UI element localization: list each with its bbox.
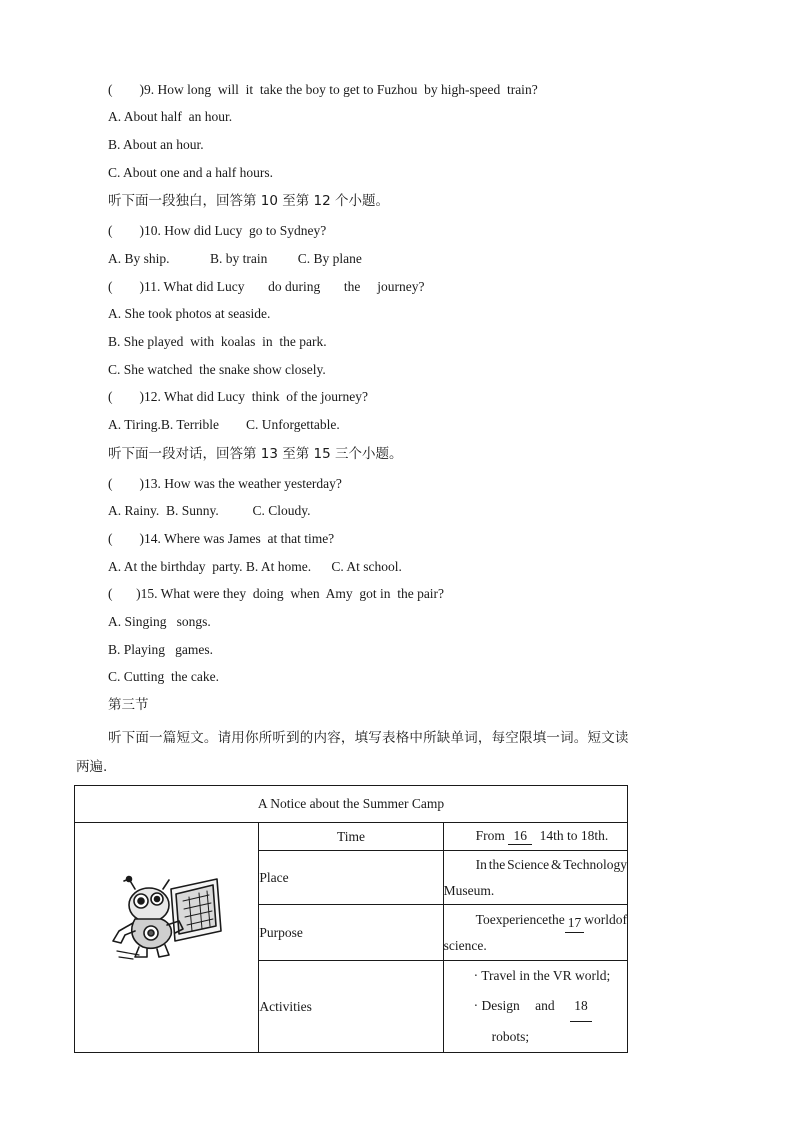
robot-illustration-icon <box>109 871 229 961</box>
question-15-option-c: C. Cutting the cake. <box>108 669 219 684</box>
place-label: Place <box>259 851 443 905</box>
time-prefix: From <box>475 828 505 843</box>
question-10-stem: ( )10. How did Lucy go to Sydney? <box>108 223 327 238</box>
place-line-1 <box>444 852 627 878</box>
notice-table <box>74 785 628 1053</box>
activity-2-prefix: · Design <box>473 998 520 1013</box>
time-label: Time <box>259 823 443 851</box>
activity-item-1: · Travel in the VR world; <box>473 968 611 983</box>
question-12-stem: ( )12. What did Lucy think of the journey? <box>108 389 368 404</box>
place-word-2: the <box>488 856 506 872</box>
question-10-options: A. By ship. B. by train C. By plane <box>108 251 362 266</box>
question-11-stem: ( )11. What did Lucy do during the journey? <box>108 279 425 294</box>
notice-title: A Notice about the Summer Camp <box>75 786 628 823</box>
question-14-stem: ( )14. Where was James at that time? <box>108 531 335 546</box>
time-value <box>443 823 627 851</box>
place-word-3: Science <box>507 856 550 872</box>
question-13-options: A. Rainy. B. Sunny. C. Cloudy. <box>108 503 311 518</box>
question-15-option-b: B. Playing games. <box>108 642 213 657</box>
blank-16[interactable]: 16 <box>508 828 532 845</box>
purpose-line-2: science. <box>443 937 487 953</box>
place-word-4: & <box>551 856 562 872</box>
question-11-option-a: A. She took photos at seaside. <box>108 306 271 321</box>
question-14-options: A. At the birthday party. B. At home. C. At school. <box>108 559 402 574</box>
section-heading-10-12: 听下面一段独白，回答第 10 至第 12 个小题。 <box>108 193 390 209</box>
purpose-label: Purpose <box>259 905 443 961</box>
place-line-2: Museum. <box>443 882 495 898</box>
question-9-option-b: B. About an hour. <box>108 137 204 152</box>
purpose-word-5: world <box>584 911 616 927</box>
place-word-5: Technology <box>563 856 627 872</box>
purpose-value <box>443 905 627 961</box>
activity-2-and: and <box>535 998 555 1013</box>
time-suffix: 14th to 18th. <box>539 828 609 843</box>
question-9-option-a: A. About half an hour. <box>108 109 233 124</box>
place-word-1: In <box>475 856 487 872</box>
section-3-instruction: 听下面一篇短文。请用你所听到的内容，填写表格中所缺单词，每空限填一词。短文读 <box>108 730 629 746</box>
place-value <box>443 851 627 905</box>
section-3-heading: 第三节 <box>108 697 149 713</box>
activity-item-2 <box>444 991 627 1052</box>
activity-2-suffix: robots; <box>491 1029 530 1044</box>
purpose-word-2: experience <box>489 911 549 927</box>
activities-value <box>443 961 627 1053</box>
question-11-option-c: C. She watched the snake show closely. <box>108 362 326 377</box>
blank-18[interactable]: 18 <box>570 991 592 1022</box>
question-15-stem: ( )15. What were they doing when Amy got in the pair? <box>108 586 445 601</box>
notice-image-cell <box>75 823 259 1053</box>
question-13-stem: ( )13. How was the weather yesterday? <box>108 476 342 491</box>
purpose-word-6: of <box>615 911 627 927</box>
section-3-instruction-cont: 两遍. <box>76 759 108 775</box>
question-9-stem: ( )9. How long will it take the boy to get to Fuzhou by high-speed train? <box>108 82 538 97</box>
question-9-option-c: C. About one and a half hours. <box>108 165 273 180</box>
blank-17[interactable]: 17 <box>565 914 585 933</box>
question-12-options: A. Tiring.B. Terrible C. Unforgettable. <box>108 417 340 432</box>
activities-label: Activities <box>259 961 443 1053</box>
question-15-option-a: A. Singing songs. <box>108 614 211 629</box>
question-11-option-b: B. She played with koalas in the park. <box>108 334 327 349</box>
purpose-word-1: To <box>475 911 490 927</box>
section-heading-13-15: 听下面一段对话，回答第 13 至第 15 三个小题。 <box>108 446 403 462</box>
purpose-word-3: the <box>548 911 565 927</box>
purpose-line-1 <box>444 907 627 933</box>
